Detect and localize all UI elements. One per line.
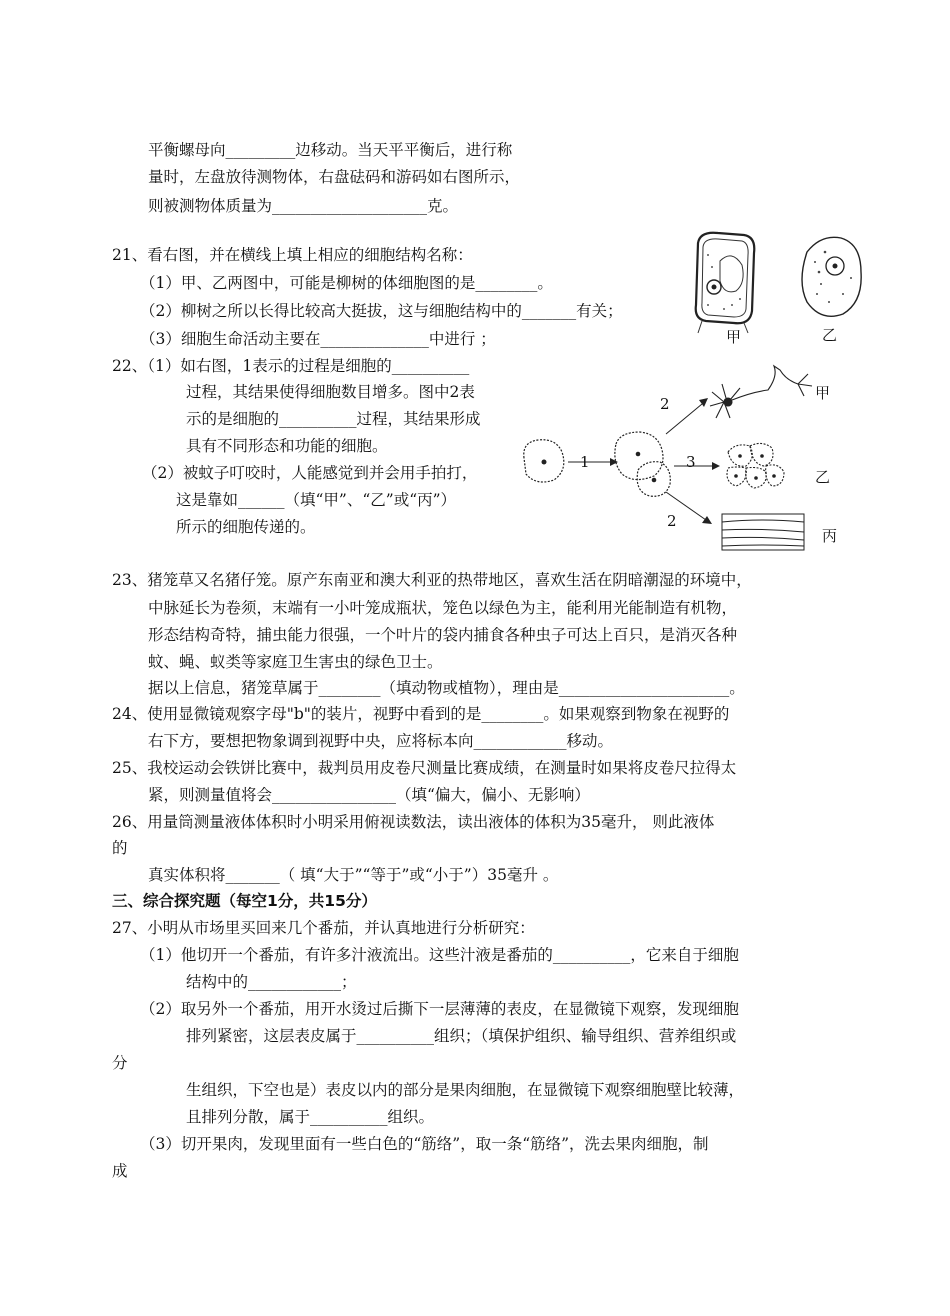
q23-line-5: 据以上信息，猪笼草属于________（填动物或植物），理由是______________________。	[148, 679, 745, 697]
q23-line-3: 形态结构奇特，捕虫能力很强，一个叶片的袋内捕食各种虫子可达上百只，是消灭各种	[148, 626, 738, 644]
q26-line-3: 真实体积将_______（ 填“大于”“等于”或“小于”）35毫升 。	[148, 866, 559, 884]
cell-differentiation-diagram	[516, 362, 846, 562]
q27-item-3-wrap: 成	[112, 1162, 128, 1180]
label-jia-q22: 甲	[815, 384, 831, 402]
q20-line-2: 量时，左盘放待测物体，右盘砝码和游码如右图所示，	[148, 168, 521, 186]
animal-cell-illustration	[795, 232, 867, 322]
q27-item-2-line-4: 且排列分散，属于__________组织。	[186, 1108, 435, 1126]
q21-item-1: （1）甲、乙两图中，可能是柳树的体细胞图的是________。	[140, 274, 553, 292]
q25-line-2: 紧，则测量值将会________________（填“偏大，偏小、无影响）	[148, 786, 590, 804]
q22-line-4: 具有不同形态和功能的细胞。	[186, 437, 388, 455]
q27-item-2-line-2: 排列紧密，这层表皮属于__________组织；（填保护组织、输导组织、营养组织或	[186, 1027, 737, 1045]
label-2-top: 2	[660, 395, 670, 413]
plant-cell-illustration	[688, 225, 760, 335]
q26-line-1: 26、用量筒测量液体体积时小明采用俯视读数法，读出液体的体积为35毫升， 则此液体	[112, 813, 715, 831]
q27-item-1-line-2: 结构中的____________；	[186, 973, 357, 991]
q21-title: 21、看右图，并在横线上填上相应的细胞结构名称：	[112, 246, 473, 264]
label-3: 3	[686, 453, 696, 471]
label-yi-q21: 乙	[822, 326, 838, 344]
q27-item-2-line-3: 生组织，下空也是）表皮以内的部分是果肉细胞，在显微镜下观察细胞壁比较薄，	[186, 1081, 745, 1099]
q22-title: 22、（1）如右图，1表示的过程是细胞的__________	[112, 357, 470, 375]
q25-line-1: 25、我校运动会铁饼比赛中，裁判员用皮卷尺测量比赛成绩，在测量时如果将皮卷尺拉得太	[112, 759, 737, 777]
q22-line-3: 示的是细胞的__________过程，其结果形成	[186, 410, 481, 428]
q22-part2-line-2: 这是靠如______（填“甲”、“乙”或“丙”）	[176, 491, 457, 509]
q27-item-3-line-1: （3）切开果肉，发现里面有一些白色的“筋络”，取一条“筋络”，洗去果肉细胞，制	[140, 1135, 709, 1153]
label-1: 1	[580, 453, 590, 471]
q21-item-3: （3）细胞生命活动主要在______________中进行 ；	[140, 330, 496, 348]
label-yi-q22: 乙	[815, 468, 831, 486]
label-2-bottom: 2	[667, 512, 677, 530]
q21-item-2: （2）柳树之所以长得比较高大挺拔，这与细胞结构中的_______有关；	[140, 302, 623, 320]
q27-item-2-line-1: （2）取另外一个番茄，用开水烫过后撕下一层薄薄的表皮，在显微镜下观察，发现细胞	[140, 1000, 739, 1018]
q20-line-3: 则被测物体质量为____________________克。	[148, 197, 459, 215]
q22-part2-line-1: （2）被蚊子叮咬时，人能感觉到并会用手拍打，	[142, 464, 478, 482]
q22-part2-line-3: 所示的细胞传递的。	[176, 518, 316, 536]
label-jia-q21: 甲	[726, 328, 742, 346]
q27-title: 27、小明从市场里买回来几个番茄，并认真地进行分析研究：	[112, 919, 535, 937]
q22-line-2: 过程，其结果使得细胞数目增多。图中2表	[186, 383, 475, 401]
label-bing-q22: 丙	[822, 527, 838, 545]
q27-item-1-line-1: （1）他切开一个番茄，有许多汁液流出。这些汁液是番茄的__________，它来自于细胞	[140, 946, 739, 964]
q24-line-2: 右下方，要想把物象调到视野中央，应将标本向____________移动。	[148, 732, 614, 750]
q20-line-1: 平衡螺母向_________边移动。当天平平衡后，进行称	[148, 141, 513, 159]
section-3-title: 三、综合探究题（每空1分，共15分）	[112, 892, 377, 910]
q27-item-2-wrap: 分	[112, 1054, 128, 1072]
q24-line-1: 24、使用显微镜观察字母"b"的装片，视野中看到的是________。如果观察到物象在视野的	[112, 705, 730, 723]
q26-line-2: 的	[112, 839, 128, 857]
q23-line-1: 23、猪笼草又名猪仔笼。原产东南亚和澳大利亚的热带地区，喜欢生活在阴暗潮湿的环境中，	[112, 571, 752, 589]
q23-line-4: 蚊、蝇、蚁类等家庭卫生害虫的绿色卫士。	[148, 653, 443, 671]
q23-line-2: 中脉延长为卷须，末端有一小叶笼成瓶状，笼色以绿色为主，能利用光能制造有机物，	[148, 599, 738, 617]
